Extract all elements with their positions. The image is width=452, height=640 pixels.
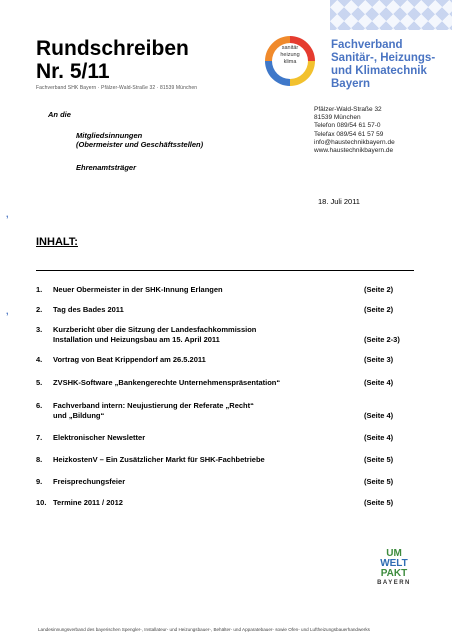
contact-fax: Telefax 089/54 61 57 59 [314, 130, 384, 138]
contact-email[interactable]: info@haustechnikbayern.de [314, 138, 395, 146]
toc-item: 6. Fachverband intern: Neujustierung der Referate „Recht“ und „Bildung“ (Seite 4) [36, 401, 394, 420]
logo-text: sanitär heizung klima [280, 45, 300, 65]
margin-mark: , [6, 306, 9, 316]
document-number: Nr. 5/11 [36, 60, 110, 83]
contact-block [314, 106, 395, 155]
toc-item: 3. Kurzbericht über die Sitzung der Landesfachkommission Installation und Heizungsbau am 15. April 2011 (Seite 2-3) [36, 325, 400, 344]
document-date: 18. Juli 2011 [318, 197, 360, 206]
margin-mark: , [6, 209, 9, 219]
contact-city: 81539 München [314, 114, 361, 122]
contents-rule [36, 270, 414, 271]
contact-web[interactable]: www.haustechnikbayern.de [314, 147, 394, 155]
association-name: Fachverband Sanitär-, Heizungs- und Klimatechnik Bayern [331, 39, 436, 90]
footer-text: Landesinnungsverband des bayerischen Spengler-, Installateur- und Heizungsbauer-, Behälter- und Apparatebauer- sowie Ofen- und Luftheizungsbauerhandwerks [38, 627, 370, 632]
document-title: Rundschreiben [36, 37, 189, 60]
bavarian-diamond-pattern [330, 0, 452, 30]
sender-line: Fachverband SHK Bayern · Pfälzer-Wald-Straße 32 · 81539 München [36, 85, 198, 91]
recipient-secondary: Ehrenamtsträger [76, 163, 137, 172]
contents-heading: INHALT: [36, 236, 78, 248]
recipient-lines: Mitgliedsinnungen (Obermeister und Geschäftsstellen) [76, 131, 204, 149]
contact-street: Pfälzer-Wald-Straße 32 [314, 106, 382, 113]
umweltpakt-bayern-logo: UM WELT PAKT BAYERN [377, 548, 411, 586]
recipient-prefix: An die [48, 110, 71, 119]
sanitaer-heizung-klima-logo [262, 33, 318, 89]
contact-phone: Telefon 089/54 61 57-0 [314, 122, 381, 130]
